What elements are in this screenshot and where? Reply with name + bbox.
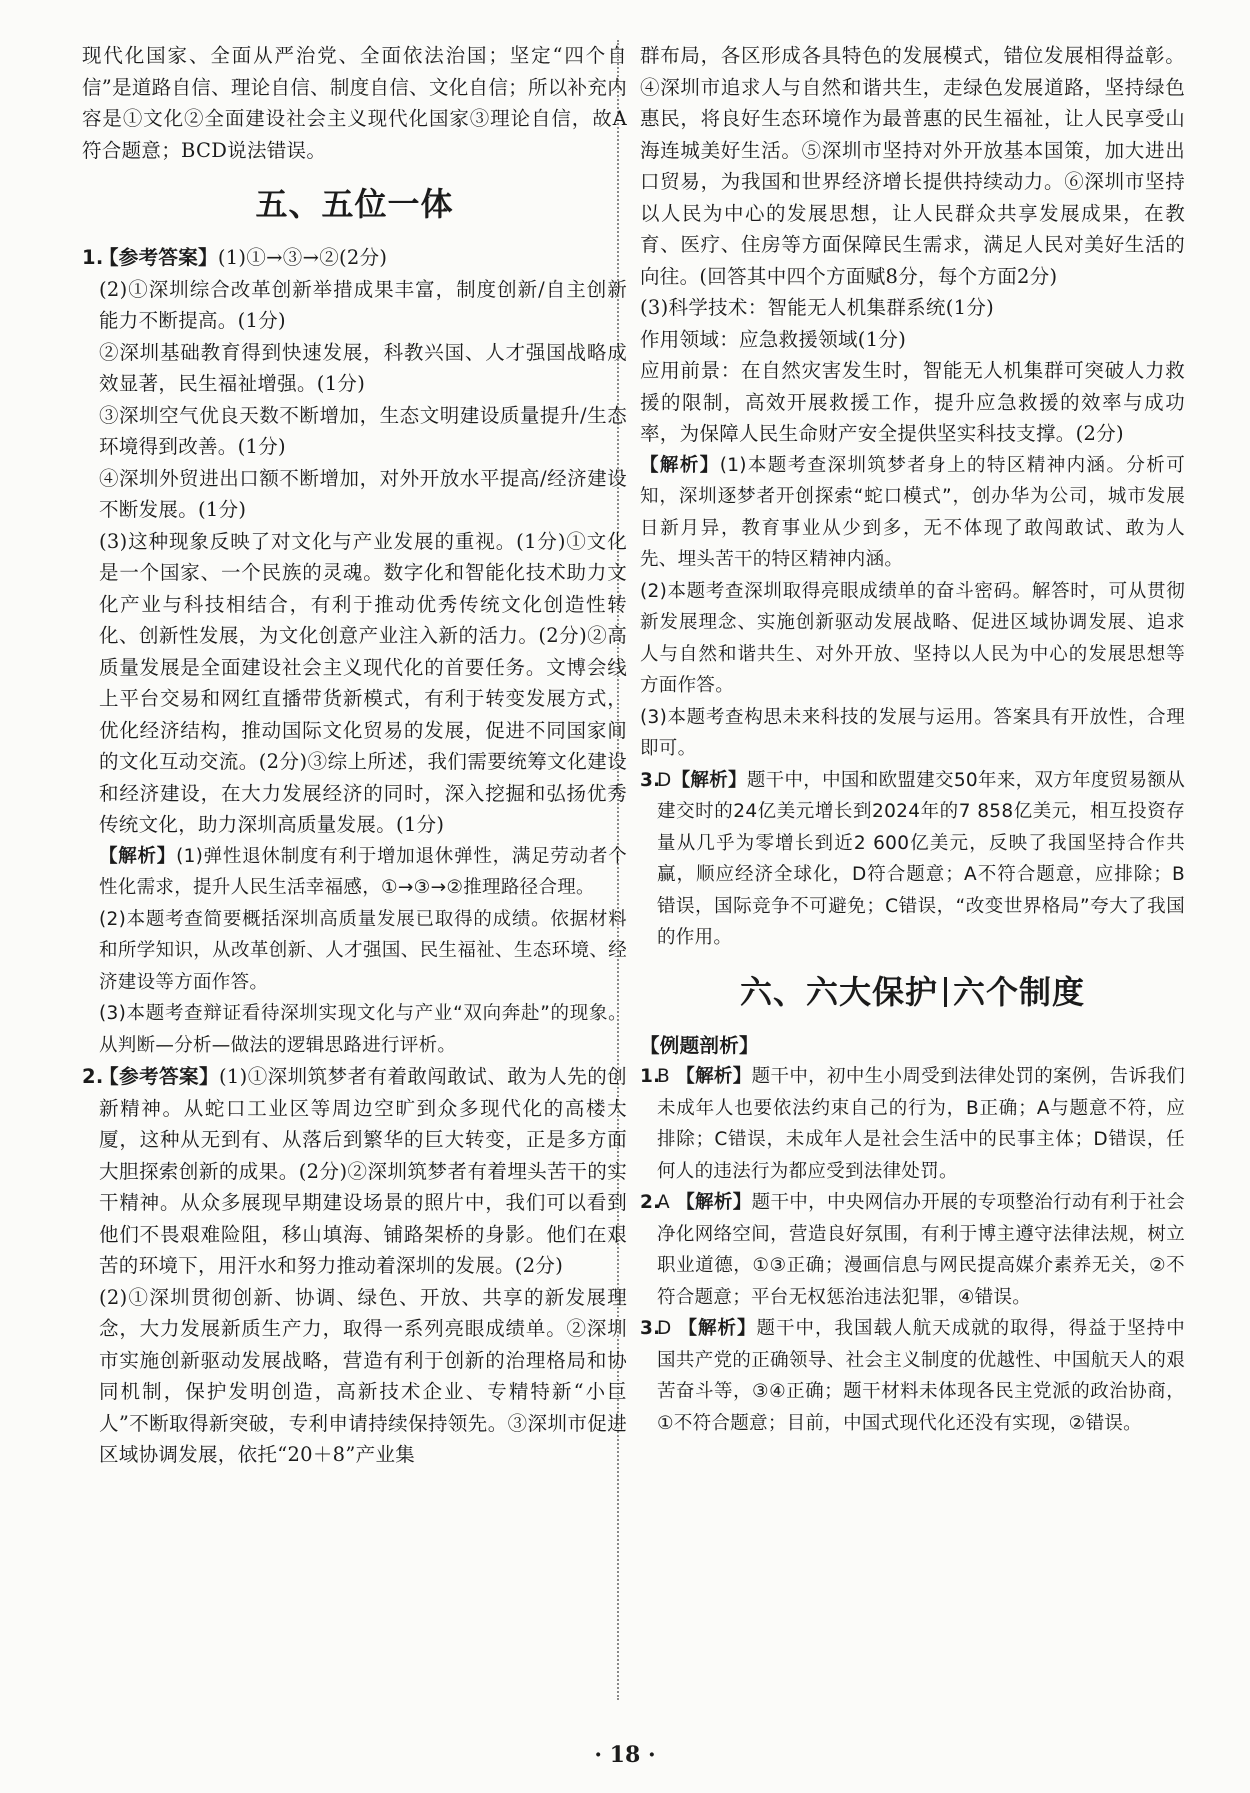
example-items — [640, 1061, 1185, 1439]
question-1 — [82, 242, 627, 1061]
example-item-1 — [640, 1061, 1186, 1187]
q2-cont-2: (3)科学技术：智能无人机集群系统(1分) — [640, 296, 995, 319]
example-item-2 — [640, 1187, 1186, 1313]
q1-answer-5: ④深圳外贸进出口额不断增加，对外开放水平提高/经济建设不断发展。(1分) — [99, 466, 627, 521]
q1-answer-2: (2)①深圳综合改革创新举措成果丰富，制度创新/自主创新能力不断提高。(1分) — [99, 277, 627, 332]
item-letter: B — [657, 1066, 670, 1087]
question-3 — [640, 765, 1185, 954]
item-tag: 【解析】 — [678, 1318, 757, 1339]
q1-answer-6: (3)这种现象反映了对文化与产业发展的重视。(1分)①文化是一个国家、一个民族的灵魂。数字化和智能化技术助力文化产业与科技相结合，有利于推动优秀传统文化创造性转化、创新性发展，为文化创意产业注入新的活力。(2分)②高质量发展是全面建设社会主义现代化的首要任务。文博会线上平台交易和网红直播带货新模式，有利于转变发展方式，优化经济结构，推动国际文化贸易的发展，促进不同国家间的文化互动交流。(2分)③综上所述，我们需要统筹文化建设和经济建设，在大力发展经济的同时，深入挖掘和弘扬优秀传统文化，助力深圳高质量发展。(1分) — [99, 529, 627, 836]
item-letter: A — [657, 1192, 670, 1213]
q2-cont-4: 应用前景：在自然灾害发生时，智能无人机集群可突破人力救援的限制，高效开展救援工作，提升应急救援的效率与成功率，为保障人民生命财产安全提供坚实科技支撑。(2分) — [640, 359, 1185, 445]
item-text: 题干中，中央网信办开展的专项整治行动有利于社会净化网络空间，营造良好氛围，有利于博主遵守法律法规，树立职业道德，①③正确；漫画信息与网民提高媒介素养无关，②不符合题意；平台无权惩治违法犯罪，④错误。 — [657, 1192, 1186, 1308]
section-title-6 — [640, 968, 1185, 1016]
right-column — [640, 40, 1185, 1439]
q1-answer-3: ②深圳基础教育得到快速发展，科教兴国、人才强国战略成效显著，民生福祉增强。(1分) — [99, 340, 627, 395]
item-number: 2. — [640, 1192, 661, 1213]
item-number: 1. — [640, 1066, 661, 1087]
item-letter: D — [657, 1318, 672, 1339]
q1-analysis-2: (2)本题考查简要概括深圳高质量发展已取得的成绩。依据材料和所学知识，从改革创新、人才强国、民生福祉、生态环境、经济建设等方面作答。 — [99, 908, 627, 993]
q2-cont-1: 群布局，各区形成各具特色的发展模式，错位发展相得益彰。④深圳市追求人与自然和谐共生，走绿色发展道路，坚持绿色惠民，将良好生态环境作为最普惠的民生福祉，让人民享受山海连城美好生活。⑤深圳市坚持对外开放基本国策，加大进出口贸易，为我国和世界经济增长提供持续动力。⑥深圳市坚持以人民为中心的发展思想，让人民群众共享发展成果，在教育、医疗、住房等方面保障民生需求，满足人民对美好生活的向往。(回答其中四个方面赋8分，每个方面2分) — [640, 44, 1185, 288]
item-number: 3. — [640, 1318, 661, 1339]
item-tag: 【解析】 — [676, 1192, 752, 1213]
intro-paragraph: 现代化国家、全面从严治党、全面依法治国；坚定“四个自信”是道路自信、理论自信、制度自信、文化自信；所以补充内容是①文化②全面建设社会主义现代化国家③理论自信，故A符合题意；BCD说法错误。 — [82, 44, 627, 162]
q1-number: 1. — [82, 246, 104, 269]
section-6-title-b: 六个制度 — [953, 972, 1086, 1011]
q1-analysis-tag: 【解析】 — [99, 845, 177, 867]
q2-answer-first — [82, 1061, 627, 1282]
q1-analysis-1: (1)弹性退休制度有利于增加退休弹性，满足劳动者个性化需求，提升人民生活幸福感，①→③→②推理路径合理。 — [99, 845, 627, 898]
q3-text: 题干中，中国和欧盟建交50年来，双方年度贸易额从建交时的24亿美元增长到2024年的7 858亿美元，相互投资存量从几乎为零增长到近2 600亿美元，反映了我国坚持合作共赢，顺应经济全球化，D符合题意；A不符合题意，应排除；B错误，国际竞争不可避免；C错误，“改变世界格局”夸大了我国的作用。 — [657, 769, 1185, 948]
q1-analysis-first — [99, 841, 627, 904]
q2-answer-2: (2)①深圳贯彻创新、协调、绿色、开放、共享的新发展理念，大力发展新质生产力，取得一系列亮眼成绩单。②深圳市实施创新驱动发展战略，营造有利于创新的治理格局和协同机制，保护发明创造，高新技术企业、专精特新“小巨人”不断取得新突破，专利申请持续保持领先。③深圳市促进区域协调发展，依托“20＋8”产业集 — [99, 1285, 627, 1466]
left-column — [82, 40, 627, 1471]
question-2 — [82, 1061, 627, 1471]
q2-analysis-2: (2)本题考查深圳取得亮眼成绩单的奋斗密码。解答时，可从贯彻新发展理念、实施创新驱动发展战略、促进区域协调发展、追求人与自然和谐共生、对外开放、坚持以人民为中心的发展思想等方面作答。 — [640, 580, 1185, 696]
q1-answer-tag: 【参考答案】 — [99, 246, 218, 269]
q2-number: 2. — [82, 1065, 104, 1088]
example-header: 【例题剖析】 — [640, 1033, 759, 1057]
q3-letter: D — [657, 769, 672, 791]
q3-tag: 【解析】 — [671, 769, 747, 791]
q1-analysis-3: (3)本题考查辩证看待深圳实现文化与产业“双向奔赴”的现象。从判断—分析—做法的逻辑思路进行评析。 — [99, 1003, 627, 1056]
q2-analysis-3: (3)本题考查构思未来科技的发展与运用。答案具有开放性，合理即可。 — [640, 706, 1185, 759]
item-text: 题干中，我国载人航天成就的取得，得益于坚持中国共产党的正确领导、社会主义制度的优越性、中国航天人的艰苦奋斗等，③④正确；题干材料未体现各民主党派的政治协商，①不符合题意；目前，中国式现代化还没有实现，②错误。 — [657, 1318, 1185, 1434]
page-number: · 18 · — [594, 1742, 656, 1768]
q3-number: 3. — [640, 769, 661, 791]
q2-cont-3: 作用领域：应急救援领域(1分) — [640, 327, 907, 351]
q1-answer-1: (1)①→③→②(2分) — [217, 246, 388, 269]
q3-body — [640, 765, 1185, 954]
q1-answer-4: ③深圳空气优良天数不断增加，生态文明建设质量提升/生态环境得到改善。(1分) — [99, 403, 627, 458]
q1-answer-first — [82, 242, 627, 274]
q2-analysis-tag: 【解析】 — [640, 454, 720, 476]
section-title-5: 五、五位一体 — [255, 185, 454, 223]
section-6-title-a: 六、六大保护 — [739, 972, 938, 1011]
title-separator — [944, 977, 947, 1007]
q2-analysis-first — [640, 450, 1185, 576]
q2-analysis-1: (1)本题考查深圳筑梦者身上的特区精神内涵。分析可知，深圳逐梦者开创探索“蛇口模式”，创办华为公司，城市发展日新月异，教育事业从少到多，无不体现了敢闯敢试、敢为人先、埋头苦干的特区精神内涵。 — [640, 454, 1185, 570]
q2-answer-1: (1)①深圳筑梦者有着敢闯敢试、敢为人先的创新精神。从蛇口工业区等周边空旷到众多现代化的高楼大厦，这种从无到有、从落后到繁华的巨大转变，正是多方面大胆探索创新的成果。(2分)②深圳筑梦者有着埋头苦干的实干精神。从众多展现早期建设场景的照片中，我们可以看到他们不畏艰难险阻，移山填海、铺路架桥的身影。他们在艰苦的环境下，用汗水和努力推动着深圳的发展。(2分) — [99, 1065, 627, 1277]
item-tag: 【解析】 — [676, 1066, 752, 1087]
item-text: 题干中，初中生小周受到法律处罚的案例，告诉我们未成年人也要依法约束自己的行为，B正确；A与题意不符，应排除；C错误，未成年人是社会生活中的民事主体；D错误，任何人的违法行为都应受到法律处罚。 — [657, 1066, 1186, 1182]
q2-answer-tag: 【参考答案】 — [99, 1065, 219, 1088]
example-item-3 — [640, 1313, 1185, 1439]
